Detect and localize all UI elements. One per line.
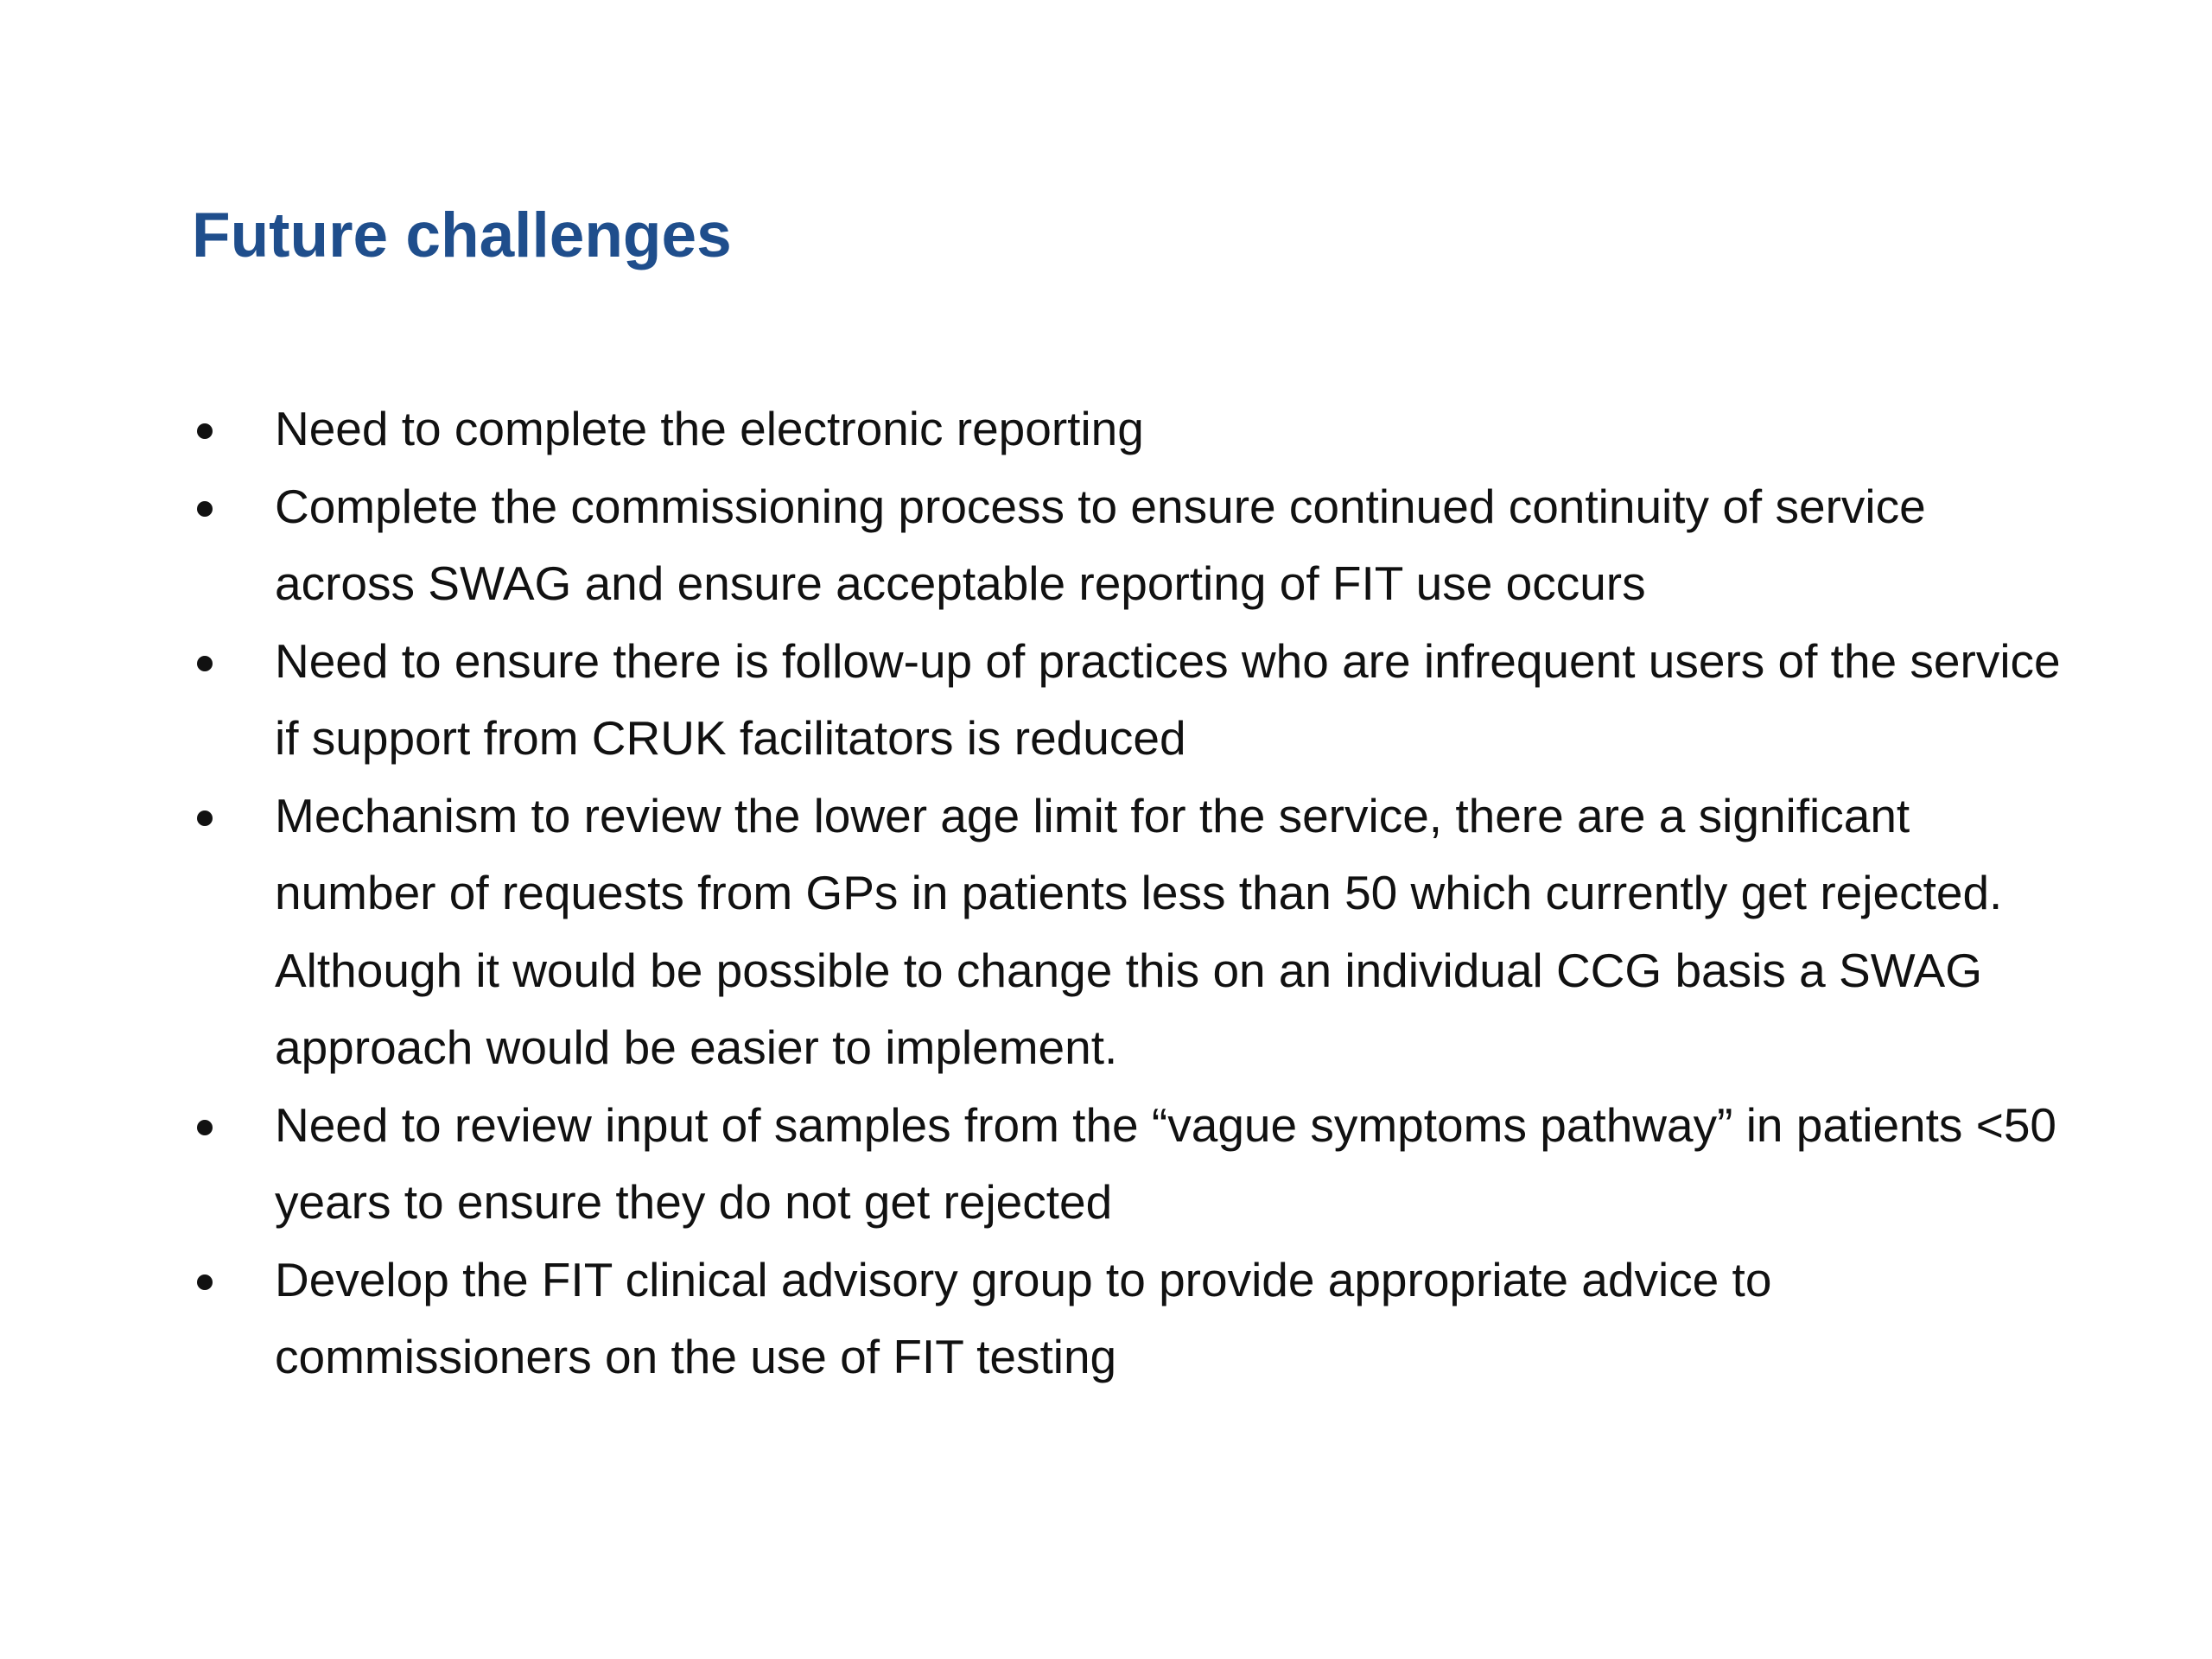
bullet-icon	[192, 1242, 275, 1319]
list-item	[192, 391, 2075, 468]
bullet-icon	[192, 468, 275, 546]
bullet-icon	[192, 623, 275, 701]
bullet-icon	[192, 391, 275, 468]
challenges-list	[192, 391, 2075, 1396]
list-item-text: Need to complete the electronic reporting	[275, 402, 1144, 455]
list-item	[192, 778, 2075, 1087]
list-item-text: Need to ensure there is follow-up of practices who are infrequent users of the service if support from CRUK facilitators is reduced	[275, 633, 2074, 765]
list-item-text: Mechanism to review the lower age limit for the service, there are a significant number of requests from GPs in patients less than 50 which currently get rejected. Although it would be possible to change this on an individual CCG basis a SWAG approach would be easier to implement.	[275, 788, 2026, 1074]
list-item	[192, 623, 2075, 778]
list-item-text: Complete the commissioning process to ensure continued continuity of service across SWAG and ensure acceptable reporting of FIT use occurs	[275, 479, 1939, 610]
bullet-icon	[192, 778, 275, 855]
list-item	[192, 1087, 2075, 1242]
list-item-text: Develop the FIT clinical advisory group to provide appropriate advice to commissioners on the use of FIT testing	[275, 1252, 1785, 1383]
list-item	[192, 1242, 2075, 1396]
page-title: Future challenges	[192, 200, 732, 270]
list-item	[192, 468, 2075, 623]
bullet-icon	[192, 1087, 275, 1165]
list-item-text: Need to review input of samples from the “vague symptoms pathway” in patients <50 years to ensure they do not get rejected	[275, 1097, 2070, 1229]
